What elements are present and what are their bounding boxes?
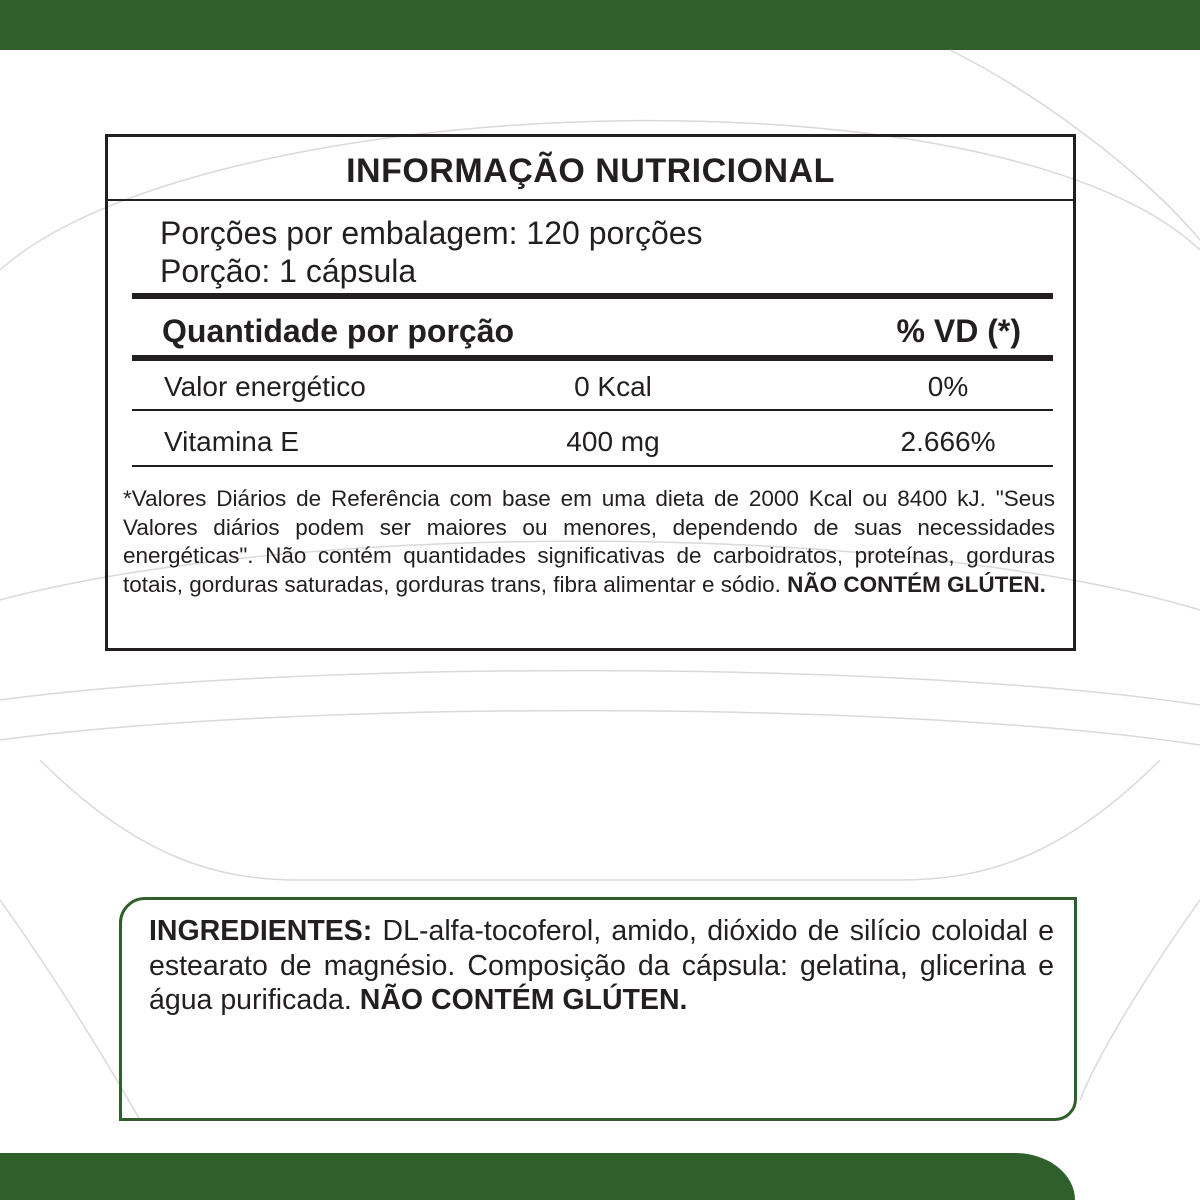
- ingredients-list: DL-alfa-tocoferol, amido, dióxido de silício coloidal e estearato de magnésio. Composição da cápsula: gelatina, glicerina e água purificada.: [149, 915, 1055, 1016]
- row-name: Valor energético: [164, 371, 366, 402]
- bottom-green-band: [0, 1153, 1075, 1200]
- nutrition-title: INFORMAÇÃO NUTRICIONAL: [108, 137, 1073, 201]
- nutrition-facts-table: [105, 134, 1076, 651]
- thick-divider: [132, 293, 1053, 299]
- row-daily-value: 2.666%: [900, 426, 996, 457]
- header-amount-per-serving: Quantidade por porção: [162, 313, 515, 349]
- ingredients-label: INGREDIENTES:: [149, 915, 373, 947]
- ingredients-text: [149, 914, 1054, 1018]
- ingredients-box: [119, 897, 1077, 1121]
- row-divider: [132, 465, 1053, 467]
- servings-per-package: Porções por embalagem: 120 porções: [160, 215, 703, 251]
- footnote-text: *Valores Diários de Referência com base em uma dieta de 2000 Kcal ou 8400 kJ. "Seus Valores diários podem ser maiores ou menores, dependendo de suas necessidades energéticas". Não contém quantidades significativas de carboidratos, proteínas, gorduras totais, gorduras saturadas, gorduras trans, fibra alimentar e sódio.: [123, 486, 1055, 597]
- row-daily-value: 0%: [927, 371, 969, 402]
- header-daily-value: % VD (*): [896, 313, 1021, 349]
- thick-divider: [132, 355, 1053, 361]
- row-divider: [132, 409, 1053, 411]
- footnote-gluten-warning: NÃO CONTÉM GLÚTEN.: [787, 571, 1046, 597]
- row-amount: 400 mg: [566, 426, 660, 457]
- footnote: [123, 485, 1055, 599]
- serving-size: Porção: 1 cápsula: [160, 253, 417, 289]
- ingredients-gluten-warning: NÃO CONTÉM GLÚTEN.: [359, 984, 688, 1016]
- row-name: Vitamina E: [164, 426, 299, 457]
- row-amount: 0 Kcal: [574, 371, 652, 402]
